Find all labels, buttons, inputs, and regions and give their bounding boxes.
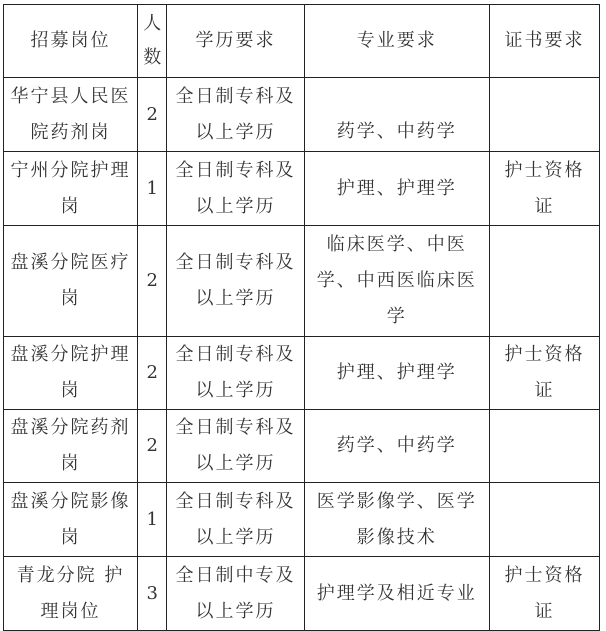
cell-position: 盘溪分院护理岗 — [4, 337, 138, 410]
cell-count: 2 — [138, 337, 167, 410]
cell-count: 2 — [138, 226, 167, 337]
cell-major: 药学、中药学 — [304, 78, 489, 152]
cell-count: 1 — [138, 483, 167, 557]
header-education: 学历要求 — [167, 5, 304, 78]
cell-certificate: 护士资格证 — [489, 152, 599, 226]
table-row — [4, 557, 600, 631]
cell-education: 全日制专科及以上学历 — [167, 483, 304, 557]
header-major: 专业要求 — [304, 5, 489, 78]
cell-education: 全日制专科及以上学历 — [167, 337, 304, 410]
cell-education: 全日制专科及以上学历 — [167, 226, 304, 337]
cell-major: 护理学及相近专业 — [304, 557, 489, 631]
cell-major: 护理、护理学 — [304, 337, 489, 410]
cell-major: 医学影像学、医学影像技术 — [304, 483, 489, 557]
cell-count: 3 — [138, 557, 167, 631]
cell-major: 护理、护理学 — [304, 152, 489, 226]
cell-certificate — [489, 410, 599, 483]
cell-position: 盘溪分院药剂岗 — [4, 410, 138, 483]
cell-major: 临床医学、中医学、中西医临床医学 — [304, 226, 489, 337]
table-row — [4, 483, 600, 557]
cell-certificate — [489, 483, 599, 557]
cell-position: 华宁县人民医院药剂岗 — [4, 78, 138, 152]
header-count: 人数 — [138, 5, 167, 78]
cell-count: 1 — [138, 152, 167, 226]
cell-certificate: 护士资格证 — [489, 337, 599, 410]
cell-major: 药学、中药学 — [304, 410, 489, 483]
cell-position: 盘溪分院医疗岗 — [4, 226, 138, 337]
table-row — [4, 226, 600, 337]
recruitment-table — [3, 4, 600, 631]
header-certificate: 证书要求 — [489, 5, 599, 78]
cell-certificate: 护士资格证 — [489, 557, 599, 631]
cell-position: 宁州分院护理岗 — [4, 152, 138, 226]
cell-position: 盘溪分院影像岗 — [4, 483, 138, 557]
cell-education: 全日制专科及以上学历 — [167, 152, 304, 226]
cell-education: 全日制专科及以上学历 — [167, 410, 304, 483]
cell-certificate — [489, 226, 599, 337]
table-row — [4, 410, 600, 483]
cell-certificate — [489, 78, 599, 152]
cell-count: 2 — [138, 78, 167, 152]
table-row — [4, 337, 600, 410]
header-position: 招募岗位 — [4, 5, 138, 78]
table-row — [4, 152, 600, 226]
table-header-row — [4, 5, 600, 78]
cell-count: 2 — [138, 410, 167, 483]
cell-position: 青龙分院 护理岗位 — [4, 557, 138, 631]
cell-education: 全日制中专及以上学历 — [167, 557, 304, 631]
table-row — [4, 78, 600, 152]
cell-education: 全日制专科及以上学历 — [167, 78, 304, 152]
